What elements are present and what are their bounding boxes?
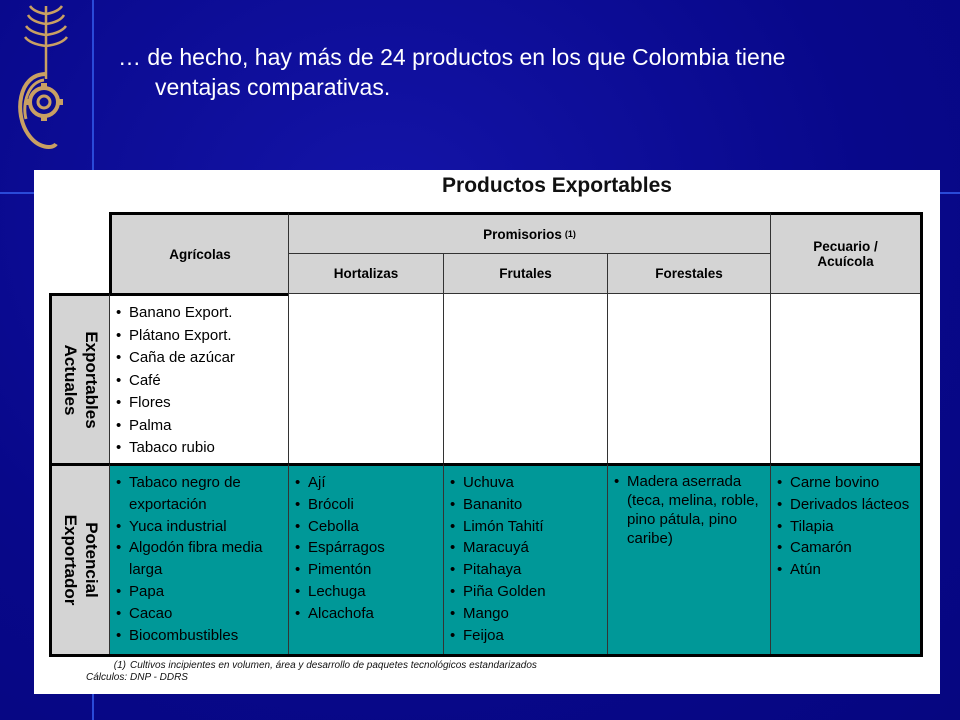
wheat-sun-spiral-icon: [8, 4, 88, 154]
header-frutales: Frutales: [443, 253, 607, 293]
list-item: • Alcachofa: [295, 603, 439, 625]
list-item: • Pitahaya: [450, 559, 603, 581]
list-item: • Tabaco rubio: [116, 437, 284, 460]
cell-potencial-frutales: [443, 463, 607, 654]
list-item: • Madera aserrada (teca, melina, roble, pino pátula, pino caribe): [614, 472, 766, 548]
cell-actuales-pecuario: [770, 293, 920, 463]
list-item: • Brócoli: [295, 494, 439, 516]
list-item: • Piña Golden: [450, 581, 603, 603]
list-item: • Café: [116, 370, 284, 393]
cell-potencial-hortalizas: [288, 463, 443, 654]
list-item: • Atún: [777, 559, 916, 581]
products-table-panel: [34, 170, 940, 694]
row-header-potencial-label: Potencial Exportador: [60, 514, 101, 606]
list-item: • Camarón: [777, 537, 916, 559]
footnote-key-1: (1): [113, 660, 126, 671]
header-pecuario: Pecuario / Acuícola: [770, 212, 920, 293]
list-item: • Lechuga: [295, 581, 439, 603]
cell-potencial-pecuario: [770, 463, 920, 654]
cell-actuales-hortalizas: [288, 293, 443, 463]
cell-actuales-forestales: [607, 293, 770, 463]
slide-title: [118, 42, 918, 102]
header-forestales: Forestales: [607, 253, 770, 293]
list-item: • Caña de azúcar: [116, 347, 284, 370]
footnote-text-2: DNP - DDRS: [130, 672, 188, 683]
row-header-actuales: [49, 293, 109, 463]
cell-potencial-agricolas: [109, 463, 288, 654]
row-header-actuales-label: Exportables Actuales: [60, 330, 101, 429]
cell-actuales-agricolas: [109, 293, 288, 463]
list-item: • Ají: [295, 472, 439, 494]
list-item: • Carne bovino: [777, 472, 916, 494]
slide-title-line1: … de hecho, hay más de 24 productos en los que Colombia tiene: [118, 44, 786, 70]
footnote-text-1: Cultivos incipientes en volumen, área y desarrollo de paquetes tecnológicos estandarizados: [130, 660, 537, 671]
list-item: • Tilapia: [777, 516, 916, 538]
header-hortalizas: Hortalizas: [288, 253, 443, 293]
list-item: • Uchuva: [450, 472, 603, 494]
list-item: • Plátano Export.: [116, 325, 284, 348]
list-item: • Feijoa: [450, 625, 603, 647]
list-item: • Palma: [116, 415, 284, 438]
header-promisorios-note: (1): [564, 229, 576, 239]
header-promisorios: [288, 212, 770, 253]
cell-actuales-frutales: [443, 293, 607, 463]
list-item: • Yuca industrial: [116, 516, 284, 538]
header-promisorios-label: Promisorios: [483, 226, 562, 242]
list-item: • Derivados lácteos: [777, 494, 916, 516]
list-item: • Cacao: [116, 603, 284, 625]
list-item: • Cebolla: [295, 516, 439, 538]
list-item: • Maracuyá: [450, 537, 603, 559]
list-item: • Biocombustibles: [116, 625, 284, 647]
list-item: • Bananito: [450, 494, 603, 516]
list-item: • Banano Export.: [116, 302, 284, 325]
cell-potencial-forestales: [607, 463, 770, 654]
list-item: • Limón Tahití: [450, 516, 603, 538]
list-item: • Tabaco negro de exportación: [116, 472, 284, 516]
list-item: • Flores: [116, 392, 284, 415]
list-item: • Mango: [450, 603, 603, 625]
table-title: Productos Exportables: [442, 174, 672, 197]
table-footnote: [86, 660, 537, 684]
slide-title-line2: ventajas comparativas.: [155, 74, 391, 100]
list-item: • Pimentón: [295, 559, 439, 581]
header-agricolas: Agrícolas: [109, 212, 288, 293]
row-header-potencial: [49, 463, 109, 654]
list-item: • Papa: [116, 581, 284, 603]
footnote-key-2: Cálculos:: [86, 672, 128, 683]
list-item: • Algodón fibra media larga: [116, 537, 284, 581]
products-table: [49, 212, 923, 657]
list-item: • Espárragos: [295, 537, 439, 559]
table-corner: [49, 212, 109, 293]
